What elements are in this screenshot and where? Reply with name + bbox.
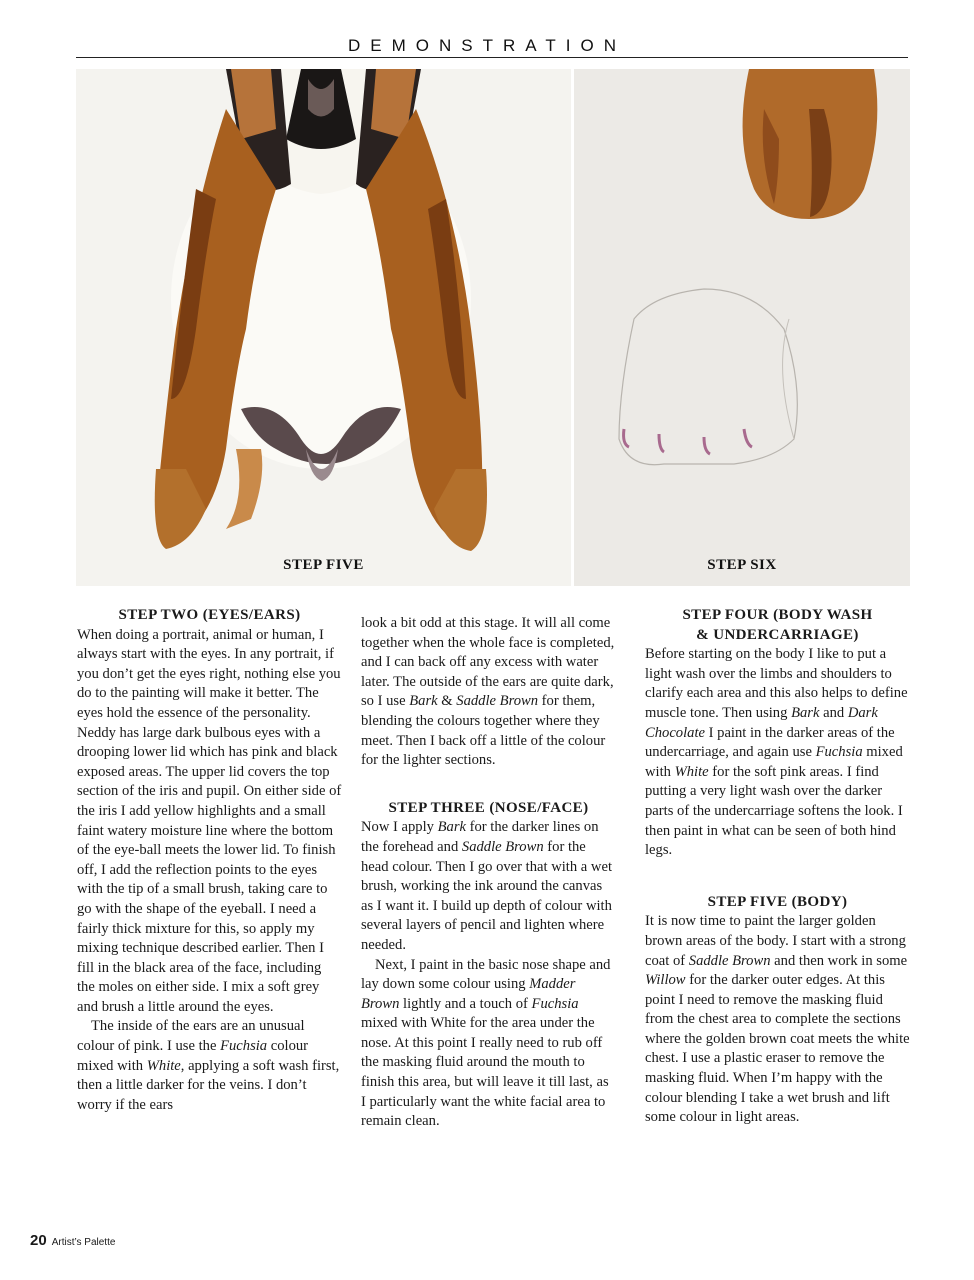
dog-body-illustration bbox=[76, 69, 571, 586]
step-four-heading: STEP FOUR (BODY WASH & UNDERCARRIAGE) bbox=[682, 607, 873, 643]
article-column-3 bbox=[645, 606, 910, 1128]
page-number: 20 bbox=[30, 1232, 47, 1249]
step-two-paragraph-3: look a bit odd at this stage. It will all come together when the whole face is completed, and I can back off any excess with water later. The outside of the ears are quite dark, so I use Bark & Saddle Brown for them, blending the colours together where they meet. Then I back off a little of the colour for the lighter sections. bbox=[361, 615, 615, 769]
section-title: DEMONSTRATION bbox=[348, 36, 626, 55]
article-column-1 bbox=[77, 606, 342, 1115]
step-three-paragraph-1: Now I apply Bark for the darker lines on the forehead and Saddle Brown for the head colour. Then I go over that with a wet brush, working the ink around the canvas as I want it. I build up depth of colour with several layers of pencil and lighten where needed. bbox=[361, 819, 612, 953]
step-three-heading: STEP THREE (NOSE/FACE) bbox=[388, 799, 589, 816]
paw-illustration bbox=[574, 69, 910, 586]
step-five-heading: STEP FIVE (BODY) bbox=[707, 893, 848, 910]
step-five-paragraph: It is now time to paint the larger golden brown areas of the body. I start with a strong coat of Saddle Brown and then work in some Willow for the darker outer edges. At this point I need to remove the masking fluid from the chest area to complete the sections where the golden brown coat meets the white chest. I use a plastic eraser to remove the masking fluid. When I’m happy with the colour blending I take a wet brush and lift some colour in light areas. bbox=[645, 913, 910, 1126]
figure-caption-step-six: STEP SIX bbox=[707, 557, 777, 573]
step-two-heading: STEP TWO (EYES/EARS) bbox=[118, 607, 301, 623]
page-footer bbox=[30, 1232, 115, 1250]
step-three-paragraph-2: Next, I paint in the basic nose shape and lay down some colour using Madder Brown lightly and a touch of Fuchsia mixed with White for the area under the nose. At this point I really need to rub off the masking fluid around the mouth to finish this area, but will leave it till last, as I particularly want the white facial area to remain clean. bbox=[361, 956, 611, 1130]
step-two-paragraph-2: The inside of the ears are an unusual colour of pink. I use the Fuchsia colour mixed with White, applying a soft wash first, then a little darker for the veins. I don’t worry if the ears bbox=[77, 1018, 340, 1113]
step-two-paragraph-1: When doing a portrait, animal or human, I always start with the eyes. In any portrait, if you don’t get the eyes right, nothing else you do to the painting will make it better. The eyes hold the essence of the personality. Neddy has large dark bulbous eyes with a drooping lower lid which has pink and black exposed areas. The upper lid covers the top section of the iris and pupil. On either side of the iris I add yellow highlights and a small faint watery moisture line where the bottom of the eye-ball meets the lower lid. To finish off, I add the reflection points to the eyes with the tip of a small brush, taking care to go with the shape of the eyeball. I need a fairly thick mixture for this, so apply my mixing technique described earlier. Then I fill in the black area of the face, including the moles on either side. I mix a soft grey and brush a little around the eyes. bbox=[77, 626, 342, 1015]
figure-caption-step-five: STEP FIVE bbox=[283, 557, 364, 573]
magazine-name: Artist’s Palette bbox=[51, 1237, 116, 1248]
step-five-painting bbox=[76, 69, 571, 586]
step-four-paragraph: Before starting on the body I like to put a light wash over the limbs and shoulders to clarify each area and this also helps to define muscle tone. Then using Bark and Dark Chocolate I paint in the darker areas of the undercarriage, and again use Fuchsia mixed with White for the soft pink areas. I find putting a very light wash over the darker parts of the undercarriage softens the look. I then paint in what can be seen of both hind legs. bbox=[645, 646, 908, 859]
article-column-2 bbox=[361, 614, 616, 1132]
header-divider bbox=[76, 57, 908, 58]
step-six-painting bbox=[574, 69, 910, 586]
